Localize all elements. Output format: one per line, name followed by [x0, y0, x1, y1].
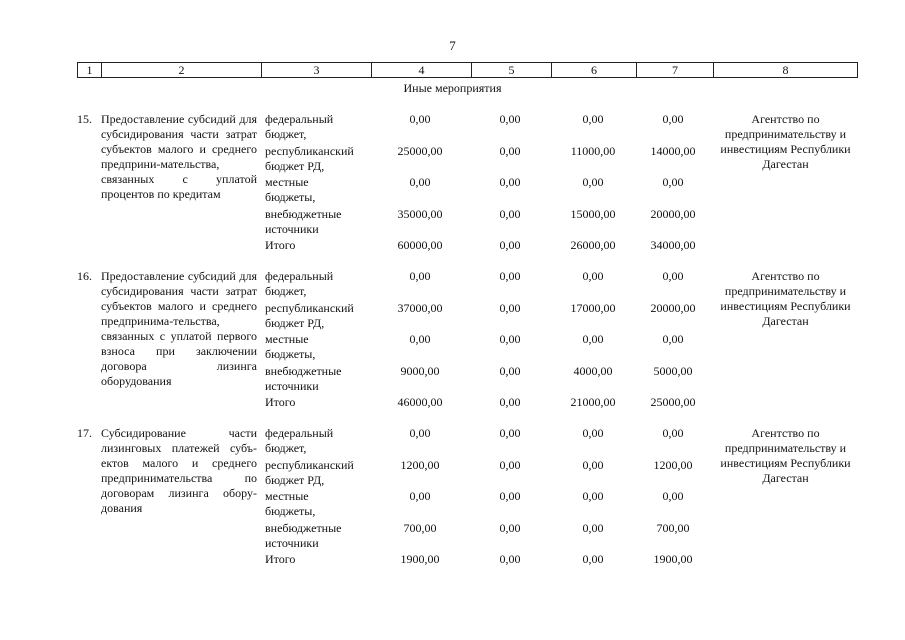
funding-source: Итого: [265, 395, 296, 409]
value-col-5: 0,00: [499, 426, 521, 440]
value-col-7: 0,00: [662, 426, 684, 440]
value-col-7: 34000,00: [650, 238, 696, 252]
value-col-7: 0,00: [662, 269, 684, 283]
value-col-6: 0,00: [582, 175, 604, 189]
value-col-4: 0,00: [409, 112, 431, 126]
value-col-6: 0,00: [582, 269, 604, 283]
funding-source: местные бюджеты,: [265, 332, 316, 361]
funding-row: [265, 332, 865, 362]
value-col-6: 26000,00: [570, 238, 616, 252]
value-col-5: 0,00: [499, 238, 521, 252]
header-col-7: 7: [637, 63, 714, 77]
header-col-4: 4: [372, 63, 472, 77]
value-col-4: 0,00: [409, 426, 431, 440]
funding-source: местные бюджеты,: [265, 489, 316, 518]
funding-row-total: [265, 395, 865, 425]
value-col-4: 46000,00: [397, 395, 443, 409]
funding-source: внебюджетные источники: [265, 207, 342, 236]
funding-row: [265, 364, 865, 394]
value-col-5: 0,00: [499, 332, 521, 346]
value-col-4: 1200,00: [400, 458, 440, 472]
entry-description: Предоставление субсидий для субсидирования части затрат субъектов малого и среднего предпринима-тельства, связанных с уплатой первого взноса при заключении договора лизинга оборудования: [101, 269, 257, 388]
value-col-5: 0,00: [499, 521, 521, 535]
value-col-6: 0,00: [582, 458, 604, 472]
value-col-5: 0,00: [499, 552, 521, 566]
value-col-7: 5000,00: [653, 364, 693, 378]
funding-source: республиканский бюджет РД,: [265, 144, 354, 173]
funding-source: федеральный бюджет,: [265, 269, 334, 298]
value-col-6: 15000,00: [570, 207, 616, 221]
value-col-7: 20000,00: [650, 207, 696, 221]
value-col-5: 0,00: [499, 458, 521, 472]
funding-source: внебюджетные источники: [265, 364, 342, 393]
value-col-4: 0,00: [409, 489, 431, 503]
value-col-7: 1200,00: [653, 458, 693, 472]
value-col-4: 0,00: [409, 269, 431, 283]
value-col-4: 35000,00: [397, 207, 443, 221]
value-col-5: 0,00: [499, 144, 521, 158]
value-col-4: 1900,00: [400, 552, 440, 566]
funding-source: федеральный бюджет,: [265, 426, 334, 455]
funding-row: [265, 175, 865, 205]
value-col-5: 0,00: [499, 395, 521, 409]
value-col-5: 0,00: [499, 207, 521, 221]
header-col-5: 5: [472, 63, 552, 77]
funding-source: республиканский бюджет РД,: [265, 301, 354, 330]
value-col-5: 0,00: [499, 364, 521, 378]
funding-source: Итого: [265, 238, 296, 252]
value-col-4: 0,00: [409, 332, 431, 346]
value-col-6: 0,00: [582, 552, 604, 566]
entry-number: 17.: [77, 426, 92, 440]
value-col-6: 0,00: [582, 332, 604, 346]
entry-description: Предоставление субсидий для субсидирования части затрат субъектов малого и среднего предприни-мательства, связанных с уплатой процентов по кредитам: [101, 112, 257, 201]
value-col-7: 25000,00: [650, 395, 696, 409]
page-number: 7: [449, 38, 456, 53]
header-col-8: 8: [782, 63, 789, 77]
value-col-6: 0,00: [582, 426, 604, 440]
value-col-7: 0,00: [662, 175, 684, 189]
value-col-5: 0,00: [499, 269, 521, 283]
value-col-6: 11000,00: [570, 144, 616, 158]
value-col-5: 0,00: [499, 489, 521, 503]
value-col-6: 4000,00: [573, 364, 613, 378]
responsible-agency: Агентство по предпринимательству и инвестициям Республики Дагестан: [720, 269, 851, 328]
value-col-6: 17000,00: [570, 301, 616, 315]
funding-row: [265, 521, 865, 551]
value-col-7: 1900,00: [653, 552, 693, 566]
value-col-7: 14000,00: [650, 144, 696, 158]
header-col-1: 1: [78, 63, 102, 77]
section-title: Иные мероприятия: [403, 81, 502, 95]
value-col-4: 9000,00: [400, 364, 440, 378]
funding-source: республиканский бюджет РД,: [265, 458, 354, 487]
funding-row-total: [265, 552, 865, 582]
value-col-7: 20000,00: [650, 301, 696, 315]
value-col-6: 21000,00: [570, 395, 616, 409]
funding-source: внебюджетные источники: [265, 521, 342, 550]
responsible-agency: Агентство по предпринимательству и инвестициям Республики Дагестан: [720, 426, 851, 485]
value-col-6: 0,00: [582, 112, 604, 126]
header-col-6: 6: [552, 63, 637, 77]
value-col-5: 0,00: [499, 175, 521, 189]
header-col-2: 2: [102, 63, 262, 77]
funding-source: местные бюджеты,: [265, 175, 316, 204]
table-header: [77, 62, 858, 78]
value-col-4: 37000,00: [397, 301, 443, 315]
header-col-3: 3: [262, 63, 372, 77]
funding-source: Итого: [265, 552, 296, 566]
funding-source: федеральный бюджет,: [265, 112, 334, 141]
entry-number: 16.: [77, 269, 92, 283]
value-col-6: 0,00: [582, 521, 604, 535]
value-col-4: 60000,00: [397, 238, 443, 252]
funding-row: [265, 207, 865, 237]
responsible-agency: Агентство по предпринимательству и инвестициям Республики Дагестан: [720, 112, 851, 171]
entry-number: 15.: [77, 112, 92, 126]
value-col-6: 0,00: [582, 489, 604, 503]
value-col-4: 0,00: [409, 175, 431, 189]
value-col-7: 0,00: [662, 489, 684, 503]
value-col-4: 700,00: [403, 521, 437, 535]
funding-row: [265, 489, 865, 519]
value-col-4: 25000,00: [397, 144, 443, 158]
value-col-7: 0,00: [662, 112, 684, 126]
entry-description: Субсидирование части лизинговых платежей субъ-ектов малого и среднего предпринимательства по договорам лизинга обору-дования: [101, 426, 257, 515]
value-col-7: 0,00: [662, 332, 684, 346]
value-col-5: 0,00: [499, 301, 521, 315]
funding-row-total: [265, 238, 865, 268]
value-col-5: 0,00: [499, 112, 521, 126]
value-col-7: 700,00: [656, 521, 690, 535]
